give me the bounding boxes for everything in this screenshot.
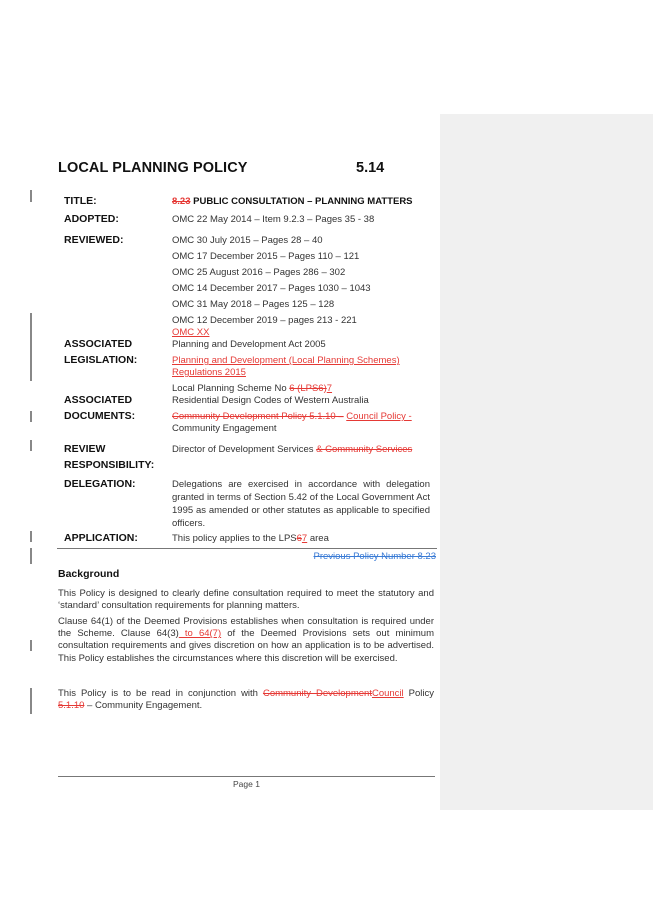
reviewed-label: REVIEWED: — [64, 234, 124, 246]
deleted-text: 8.23 — [172, 196, 191, 207]
table-bottom-rule — [57, 548, 437, 549]
delegation-value: Delegations are exercised in accordance with delegation granted in terms of Section 5.42 of the Local Government Act 1995 as amended or other statutes as applicable to specified officers. — [172, 479, 430, 529]
application-text: area — [307, 533, 329, 544]
deleted-text: & Community Services — [316, 444, 413, 455]
change-bar — [30, 531, 32, 542]
lps-prefix: Local Planning Scheme No — [172, 383, 290, 394]
reviewed-value: OMC 12 December 2019 – pages 213 - 221 — [172, 315, 357, 326]
legislation-value: Planning and Development Act 2005 — [172, 339, 326, 350]
deleted-text: 6 (LPS6) — [289, 383, 327, 394]
label-line: ASSOCIATED — [64, 338, 133, 350]
label-line: REVIEW — [64, 443, 106, 455]
paragraph-text: of the Deemed Provisions sets out minimum consultation requirements and gives discretion on how an application is to be advertised. This Policy establishes the circumstances where this discretion will be exercised. — [58, 628, 434, 664]
deleted-text: 6 — [296, 533, 302, 544]
title-label: TITLE: — [64, 195, 97, 207]
inserted-text: OMC XX — [172, 327, 210, 338]
label-line: DOCUMENTS: — [64, 410, 136, 422]
paragraph-text: This Policy is to be read in conjunction with — [58, 688, 263, 699]
label-line: ASSOCIATED — [64, 394, 133, 406]
adopted-value: OMC 22 May 2014 – Item 9.2.3 – Pages 35 - 38 — [172, 214, 375, 225]
background-paragraph — [58, 616, 434, 665]
footer-rule — [58, 776, 435, 777]
label-line: LEGISLATION: — [64, 354, 138, 366]
delegation-label: DELEGATION: — [64, 478, 136, 490]
inserted-text: 7 — [301, 533, 308, 544]
change-bar — [30, 548, 32, 564]
change-bar — [30, 190, 32, 202]
inserted-text: Council Policy - — [346, 411, 412, 422]
deleted-text: Community Development Policy 5.1.10 – — [172, 411, 344, 422]
inserted-text: Planning and Development (Local Planning Schemes) — [172, 355, 400, 366]
documents-value: Community Engagement — [172, 423, 277, 434]
inserted-text: to 64(7) — [178, 628, 222, 640]
adopted-label: ADOPTED: — [64, 213, 119, 225]
paragraph-text: Policy — [403, 688, 434, 699]
policy-title: PUBLIC CONSULTATION – PLANNING MATTERS — [193, 196, 413, 207]
reviewed-value: OMC 31 May 2018 – Pages 125 – 128 — [172, 299, 335, 310]
legislation-label — [64, 336, 137, 368]
documents-label — [64, 392, 135, 424]
previous-policy-number: Previous Policy Number 8.23 — [313, 551, 436, 562]
page-title: LOCAL PLANNING POLICY — [58, 160, 248, 176]
paragraph-text: – Community Engagement. — [84, 700, 203, 712]
change-bar — [30, 313, 32, 381]
inserted-text: Regulations 2015 — [172, 367, 246, 378]
responsibility-text: Director of Development Services — [172, 444, 317, 455]
policy-number: 5.14 — [356, 160, 385, 176]
title-value — [172, 195, 413, 208]
review-responsibility-label — [64, 441, 154, 473]
reviewed-value: OMC 14 December 2017 – Pages 1030 – 1043 — [172, 283, 371, 294]
documents-value: Residential Design Codes of Western Australia — [172, 395, 369, 406]
page-number-footer: Page 1 — [233, 779, 260, 789]
reviewed-value: OMC 30 July 2015 – Pages 28 – 40 — [172, 235, 323, 246]
label-line: RESPONSIBILITY: — [64, 459, 155, 471]
change-bar — [30, 411, 32, 422]
inserted-text: Council — [371, 688, 404, 699]
paragraph-text: Clause 64(1) of the Deemed Provisions establishes when consultation is required under the Scheme. Clause 64(3) — [58, 616, 434, 640]
background-paragraph: This Policy is designed to clearly define consultation required to meet the statutory and ‘standard’ consultation requirements for planning matters. — [58, 588, 434, 612]
deleted-text: Community Development — [262, 688, 372, 699]
reviewed-value: OMC 17 December 2015 – Pages 110 – 121 — [172, 251, 360, 262]
review-responsibility-value — [172, 443, 412, 456]
comment-pane — [440, 114, 653, 810]
application-text: This policy applies to the LPS — [172, 533, 297, 544]
inserted-text: 7 — [326, 383, 333, 394]
change-bar — [30, 688, 32, 714]
background-heading: Background — [58, 568, 120, 580]
reviewed-value: OMC 25 August 2016 – Pages 286 – 302 — [172, 267, 346, 278]
change-bar — [30, 440, 32, 451]
application-label: APPLICATION: — [64, 532, 138, 544]
background-paragraph — [58, 688, 434, 712]
application-value — [172, 532, 329, 545]
change-bar — [30, 640, 32, 651]
deleted-text: 5.1.10 — [58, 700, 85, 712]
